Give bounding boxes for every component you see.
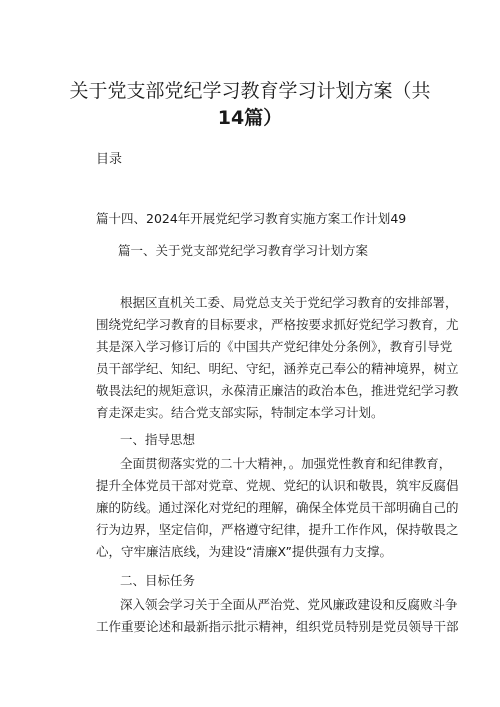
paragraph-line: 围绕党纪学习教育的目标要求，严格按要求抓好党纪学习教育，尤 bbox=[96, 317, 459, 332]
paragraph-line: 行为边界，坚定信仰，严格遵守纪律，提升工作作风，保持敬畏之 bbox=[96, 522, 459, 537]
paragraph-line: 工作重要论述和最新指示批示精神，组织党员特别是党员领导干部 bbox=[96, 619, 459, 634]
section-heading-guiding-thought: 一、指导思想 bbox=[120, 432, 196, 447]
paragraph-line: 深入领会学习关于全面从严治党、党风廉政建设和反腐败斗争 bbox=[120, 597, 458, 612]
paragraph-line: 心，守牢廉洁底线，为建设“清廉X”提供强有力支撑。 bbox=[96, 544, 393, 559]
paragraph-line: 敬畏法纪的规矩意识，永葆清正廉洁的政治本色，推进党纪学习教 bbox=[96, 383, 459, 398]
toc-item[interactable]: 篇一、关于党支部党纪学习教育学习计划方案 bbox=[118, 243, 369, 258]
paragraph-line: 全面贯彻落实党的二十大精神，。加强党性教育和纪律教育， bbox=[120, 456, 452, 471]
paragraph-line: 育走深走实。结合党支部实际，特制定本学习计划。 bbox=[96, 405, 384, 420]
section2-paragraph bbox=[96, 594, 459, 638]
title-line-2: 14篇） bbox=[217, 107, 283, 129]
toc-item[interactable]: 篇十四、2024年开展党纪学习教育实施方案工作计划49 bbox=[96, 211, 407, 226]
document-title bbox=[60, 78, 440, 132]
paragraph-line: 提升全体党员干部对党章、党规、党纪的认识和敬畏，筑牢反腐倡 bbox=[96, 478, 459, 493]
paragraph-line: 根据区直机关工委、局党总支关于党纪学习教育的安排部署， bbox=[120, 295, 458, 310]
toc-heading: 目录 bbox=[96, 152, 123, 167]
paragraph-line: 其是深入学习修订后的《中国共产党纪律处分条例》，教育引导党 bbox=[96, 339, 453, 354]
paragraph-line: 廉的防线。通过深化对党纪的理解，确保全体党员干部明确自己的 bbox=[96, 500, 459, 515]
intro-paragraph bbox=[96, 292, 459, 424]
paragraph-line: 员干部学纪、知纪、明纪、守纪，涵养克己奉公的精神境界，树立 bbox=[96, 361, 459, 376]
title-line-1: 关于党支部党纪学习教育学习计划方案（共 bbox=[69, 80, 431, 102]
section1-paragraph bbox=[96, 453, 459, 563]
section-heading-objectives: 二、目标任务 bbox=[120, 573, 196, 588]
